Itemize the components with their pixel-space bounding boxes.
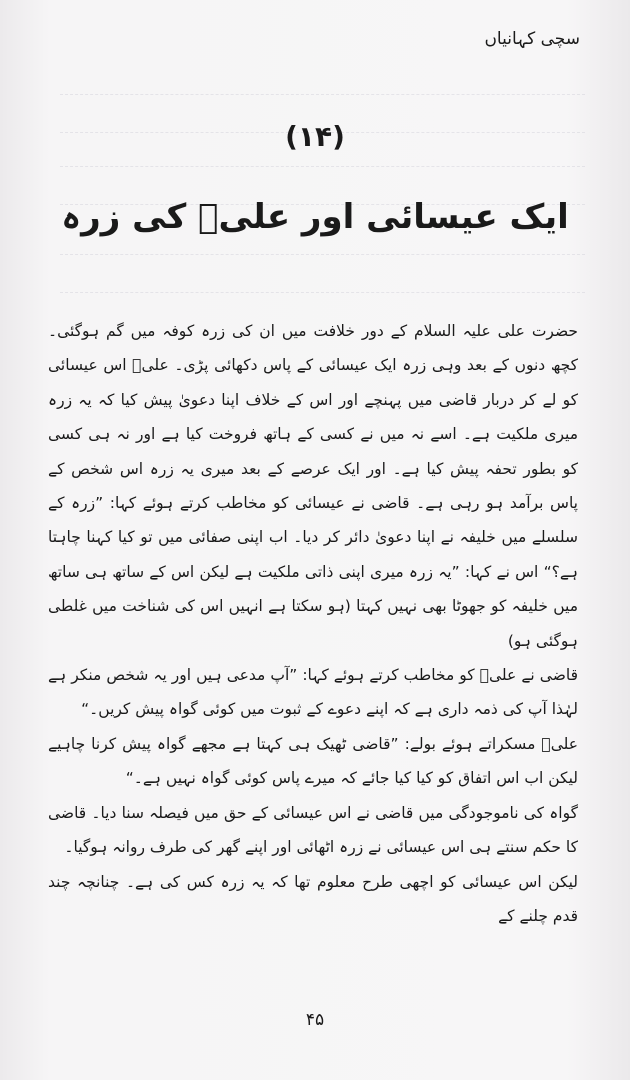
bleed-through-line [60,276,585,293]
paragraph: گواہ کی ناموجودگی میں قاضی نے اس عیسائی کے حق میں فیصلہ سنا دیا۔ قاضی کا حکم سنتے ہی اس عیسائی نے زرہ اٹھائی اور اپنے گھر کی طرف روانہ ہوگیا۔ [48,803,578,857]
running-header: سچی کہانیاں [484,29,580,49]
body-text [48,314,578,933]
chapter-title: ایک عیسائی اور علیؑ کی زرہ [61,197,569,237]
paragraph: قاضی نے علیؑ کو مخاطب کرتے ہوئے کہا: ”آپ مدعی ہیں اور یہ شخص منکر ہے لہٰذا آپ کی ذمہ داری ہے کہ اپنے دعوے کے ثبوت میں کوئی گواہ پیش کریں۔“ [48,666,578,719]
page-number: ۴۵ [305,1010,325,1030]
bleed-through-line [60,238,585,255]
paragraph: حضرت علی علیہ السلام کے دور خلافت میں ان کی زرہ کوفہ میں گم ہوگئی۔ کچھ دنوں کے بعد وہی زرہ ایک عیسائی کے پاس دکھائی پڑی۔ علیؑ اس عیسائی کو لے کر دربار قاضی میں پہنچے اور اس کے خلاف اپنا دعویٰ پیش کیا کہ یہ زرہ میری ملکیت ہے۔ اسے نہ میں نے کسی کے ہاتھ فروخت کیا ہے اور نہ ہی کسی کو بطور تحفہ پیش کیا ہے۔ اور ایک عرصے کے بعد میری یہ زرہ اس شخص کے پاس برآمد ہو رہی ہے۔ قاضی نے عیسائی کو مخاطب کرتے ہوئے کہا: ”زرہ کے سلسلے میں خلیفہ نے اپنا دعویٰ دائر کر دیا۔ اب اپنی صفائی میں تو کیا کہنا چاہتا ہے؟“ اس نے کہا: ”یہ زرہ میری اپنی ذاتی ملکیت ہے لیکن اس کے ساتھ ہی ساتھ میں خلیفہ کو جھوٹا بھی نہیں کہتا (ہو سکتا ہے انہیں اس کی شناخت میں غلطی ہوگئی ہو) [48,322,578,650]
paragraph: لیکن اس عیسائی کو اچھی طرح معلوم تھا کہ یہ زرہ کس کی ہے۔ چنانچہ چند قدم چلنے کے [48,872,578,925]
chapter-number: (۱۴) [285,120,345,153]
paragraph: علیؑ مسکراتے ہوئے بولے: ”قاضی ٹھیک ہی کہتا ہے مجھے گواہ پیش کرنا چاہیے لیکن اب اس اتفاق کو کیا کیا جائے کہ میرے پاس کوئی گواہ نہیں ہے۔“ [48,734,578,788]
bleed-through-line [60,78,585,95]
